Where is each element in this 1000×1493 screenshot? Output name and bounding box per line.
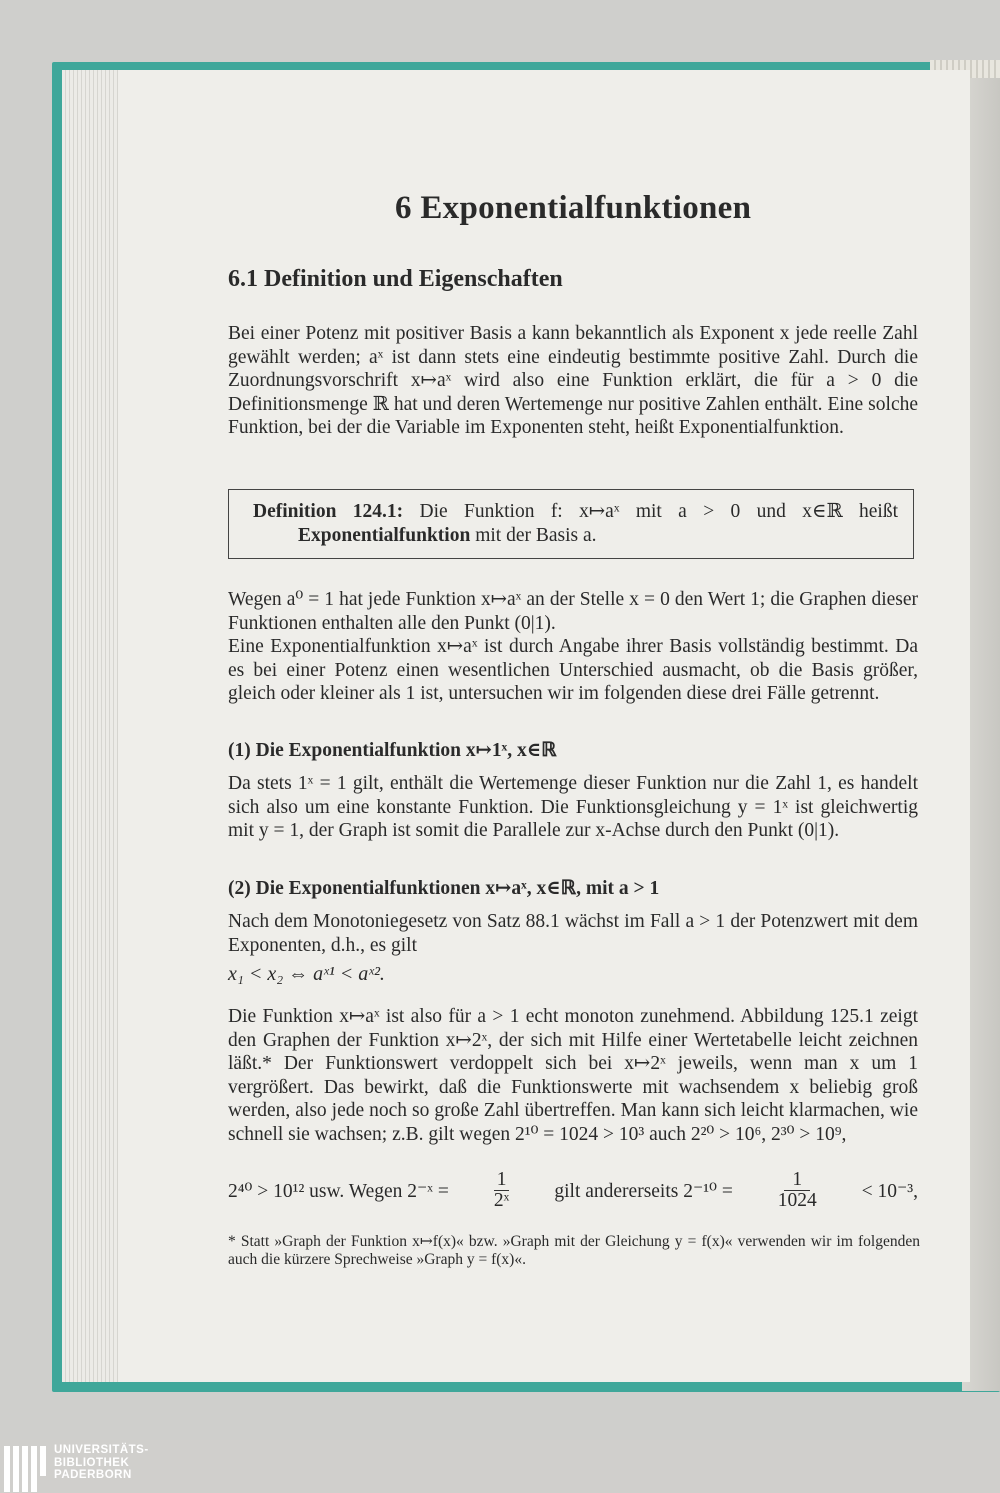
definition-label: Definition 124.1: [253,501,404,522]
logo-line2: BIBLIOTHEK [54,1456,130,1469]
fraction1-numerator: 1 [494,1170,510,1191]
case2-text2: Die Funktion x↦aˣ ist also für a > 1 echt monoton zunehmend. Abbildung 125.1 zeigt den Graphen der Funktion x↦2ˣ, der sich mit Hilfe einer Wertetabelle leicht zeichnen läßt.* Der Funktionswert verdoppelt sich bei x↦2ˣ jeweils, wenn man x um 1 vergrößert. Das bewirkt, daß die Funktionswerte mit wachsendem x beliebig groß werden, also jede noch so große Zahl übertreffen. Man kann sich leicht klarmachen, wie schnell sie wachsen; z.B. gilt wegen 2¹⁰ = 1024 > 10³ auch 2²⁰ > 10⁶, 2³⁰ > 10⁹, [228,1006,918,1145]
paragraph-eine-text: Eine Exponentialfunktion x↦aˣ ist durch Angabe ihrer Basis vollständig bestimmt. Da es bei einer Potenz einen wesentlichen Unterschied ausmacht, ob die Basis größer, gleich oder kleiner als 1 ist, untersuchen wir im folgenden diese drei Fälle getrennt. [228,636,918,704]
case1-heading: (1) Die Exponentialfunktion x↦1ˣ, x∈ℝ [228,740,557,761]
case1-paragraph [228,772,918,843]
paragraph-wegen [228,588,918,706]
logo-line3: PADERBORN [54,1469,132,1481]
case2-text: Nach dem Monotoniegesetz von Satz 88.1 wächst im Fall a > 1 der Potenzwert mit dem Exponenten, d.h., es gilt [228,911,918,956]
case2-text3-b: gilt andererseits 2⁻¹⁰ = [554,1180,733,1202]
library-logo [0,1444,200,1492]
intro-paragraph [228,322,918,440]
fraction-one-over-1024 [778,1170,817,1211]
case1-text: Da stets 1ˣ = 1 gilt, enthält die Wertemenge dieser Funktion nur die Zahl 1, es handelt sich also um eine konstante Funktion. Die Funktionsgleichung y = 1ˣ ist gleichwertig mit y = 1, der Graph ist somit die Parallele zur x-Achse durch den Punkt (0|1). [228,773,918,841]
monotony-formula: x₁ < x₂ ⇔ aˣ¹ < aˣ². [228,963,385,985]
paragraph-wegen-text: Wegen a⁰ = 1 hat jede Funktion x↦aˣ an der Stelle x = 0 den Wert 1; die Graphen dieser Funktionen enthalten alle den Punkt (0|1). [228,589,918,634]
fraction1-denominator: 2ˣ [493,1190,510,1211]
logo-bars-icon [4,1446,48,1492]
case2-heading: (2) Die Exponentialfunktionen x↦aˣ, x∈ℝ, mit a > 1 [228,878,660,899]
definition-box [228,489,914,559]
definition-line1: Die Funktion f: x↦aˣ mit a > 0 und x∈ℝ heißt [419,501,898,522]
logo-text [54,1444,149,1482]
logo-line1: UNIVERSITÄTS- [54,1444,149,1456]
definition-text [253,500,898,548]
section-title: 6.1 Definition und Eigenschaften [228,266,563,292]
case2-paragraph-2 [228,1005,918,1146]
definition-term: Exponentialfunktion [298,525,471,546]
footnote: * Statt »Graph der Funktion x↦f(x)« bzw. »Graph mit der Gleichung y = f(x)« verwenden wir im folgenden auch die kürzere Sprechweise »Graph y = f(x)«. [228,1233,920,1268]
case2-formula-line [228,1170,918,1211]
case2-text3-a: 2⁴⁰ > 10¹² usw. Wegen 2⁻ˣ = [228,1180,449,1202]
chapter-title: 6 Exponentialfunktionen [395,190,752,226]
fraction-one-over-2x [494,1170,510,1211]
definition-line2: mit der Basis a. [475,525,597,546]
fraction2-denominator: 1024 [777,1190,817,1211]
intro-text: Bei einer Potenz mit positiver Basis a kann bekanntlich als Exponent x jede reelle Zahl gewählt werden; aˣ ist dann stets eine eindeutig bestimmte positive Zahl. Durch die Zuordnungsvorschrift x↦aˣ wird also eine Funktion erklärt, die für a > 0 die Definitionsmenge ℝ hat und deren Wertemenge nur positive Zahlen enthält. Eine solche Funktion, bei der die Variable im Exponenten steht, heißt Exponentialfunktion. [228,323,918,438]
case2-text3-c: < 10⁻³, [861,1180,918,1202]
case2-paragraph [228,910,918,957]
fraction2-numerator: 1 [784,1170,810,1191]
